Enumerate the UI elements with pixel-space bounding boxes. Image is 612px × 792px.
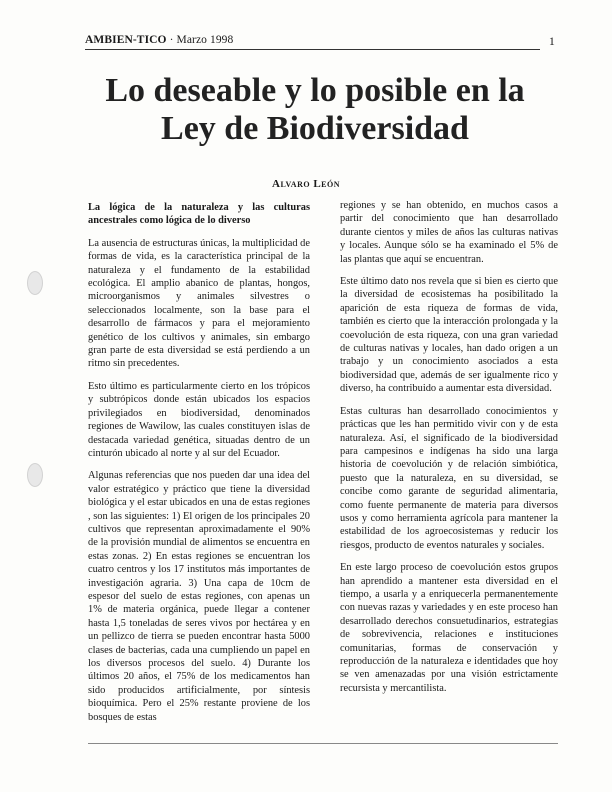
title-line-2: Ley de Biodiversidad [161, 110, 469, 147]
author-name: Alvaro León [272, 178, 340, 190]
left-column [88, 201, 310, 733]
paragraph: Algunas referencias que nos pueden dar una idea del valor estratégico y práctico que tiene la diversidad biológica y el estar ubicados en una de estas regiones , son las siguientes: 1) El origen de los principales 20 cultivos que representan aproximadamente el 90% de la provisión mundial de alimentos se encuentra en estas zonas. 2) En estas regiones se encuentran los cuatro centros y los 17 institutos más importantes de investigación agraria. 3) Una capa de 10cm de espesor del suelo de estas regiones, con apenas un 1% de materia orgánica, puede llegar a contener hasta 1,5 toneladas de seres vivos por hectárea y en un pellizco de tierra se pueden encontrar hasta 5000 clases de bacterias, cada una cumpliendo un papel en los diversos procesos del suelo. 4) Durante los últimos 20 años, el 75% de los medicamentos han sido producidos artificialmente, por síntesis bioquímica. Pero el 25% restante proviene de los bosques de estas [88, 470, 310, 723]
paragraph: Este último dato nos revela que si bien es cierto que la diversidad de ecosistemas ha posibilitado la aparición de esta riqueza de formas de vida, también es cierto que la interacción prolongada y la coevolución de esta riqueza, con una gran variedad de culturas nativas y locales, han dado origen a un trabajo y un conocimiento asociados a esta biodiversidad que, además de ser igualmente rico y diverso, ha contribuido a aumentar esta diversidad. [340, 276, 558, 395]
paragraph: En este largo proceso de coevolución estos grupos han aprendido a mantener esta diversidad en el tiempo, a usarla y a enriquecerla permanentemente con nuevas razas y variedades y en este proceso han desarrollado derechos consuetudinarios, estrategias de sobrevivencia, relaciones e instituciones comunitarias, formas de conservación y reproducción de la naturaleza e identidades que hoy se ven amenazadas por una visión estrictamente recursista y mercantilista. [340, 562, 558, 694]
article-title [60, 72, 570, 148]
section-heading: La lógica de la naturaleza y las culturas ancestrales como lógica de lo diverso [88, 202, 310, 227]
issue-date: · Marzo 1998 [169, 34, 234, 46]
binder-hole [27, 463, 43, 487]
footer-rule [88, 743, 558, 744]
paragraph: La ausencia de estructuras únicas, la multiplicidad de formas de vida, es la característica principal de la naturaleza y el fundamento de la estabilidad ecológica. El amplio abanico de plantas, hongos, microorganismos y animales silvestres o seleccionados localmente, son la base para el desarrollo de fármacos y para el mejoramiento genético de los cultivos y animales, sin embargo gran parte de esta diversidad se está perdiendo a un ritmo sin precedentes. [88, 237, 310, 370]
page-number: 1 [548, 34, 555, 48]
header-rule [85, 49, 540, 50]
author-byline [0, 178, 612, 190]
paragraph: regiones y se han obtenido, en muchos casos a partir del conocimiento que han desarrollado durante cientos y miles de años las culturas nativas y locales. Aunque sólo se ha examinado el 5% de las plantas que aquí se encuentran. [340, 200, 558, 265]
binder-hole [27, 271, 43, 295]
publication-name: AMBIEN-TICO [85, 34, 167, 46]
running-header [85, 34, 555, 46]
paragraph: Estas culturas han desarrollado conocimientos y prácticas que les han permitido vivir con y de esta naturaleza. Así, el significado de la biodiversidad para campesinos e indígenas ha sido una larga historia de coevolución y de relación simbiótica, puesto que la naturaleza, en su diversidad, se concibe como garante de seguridad alimentaria, como fuente permanente de materia para diversos usos y como herramienta agrícola para mantener la estabilidad de los agroecosistemas y reducir los riesgos, producto de eventos naturales y sociales. [340, 405, 558, 551]
paragraph: Esto último es particularmente cierto en los trópicos y subtrópicos donde están ubicados los espacios privilegiados en biodiversidad, denominados regiones de Wawilow, las cuales constituyen islas de destacada variedad genética, situadas dentro de un cinturón ubicado al norte y al sur del Ecuador. [88, 380, 310, 459]
right-column [340, 199, 558, 704]
title-line-1: Lo deseable y lo posible en la [105, 72, 525, 109]
